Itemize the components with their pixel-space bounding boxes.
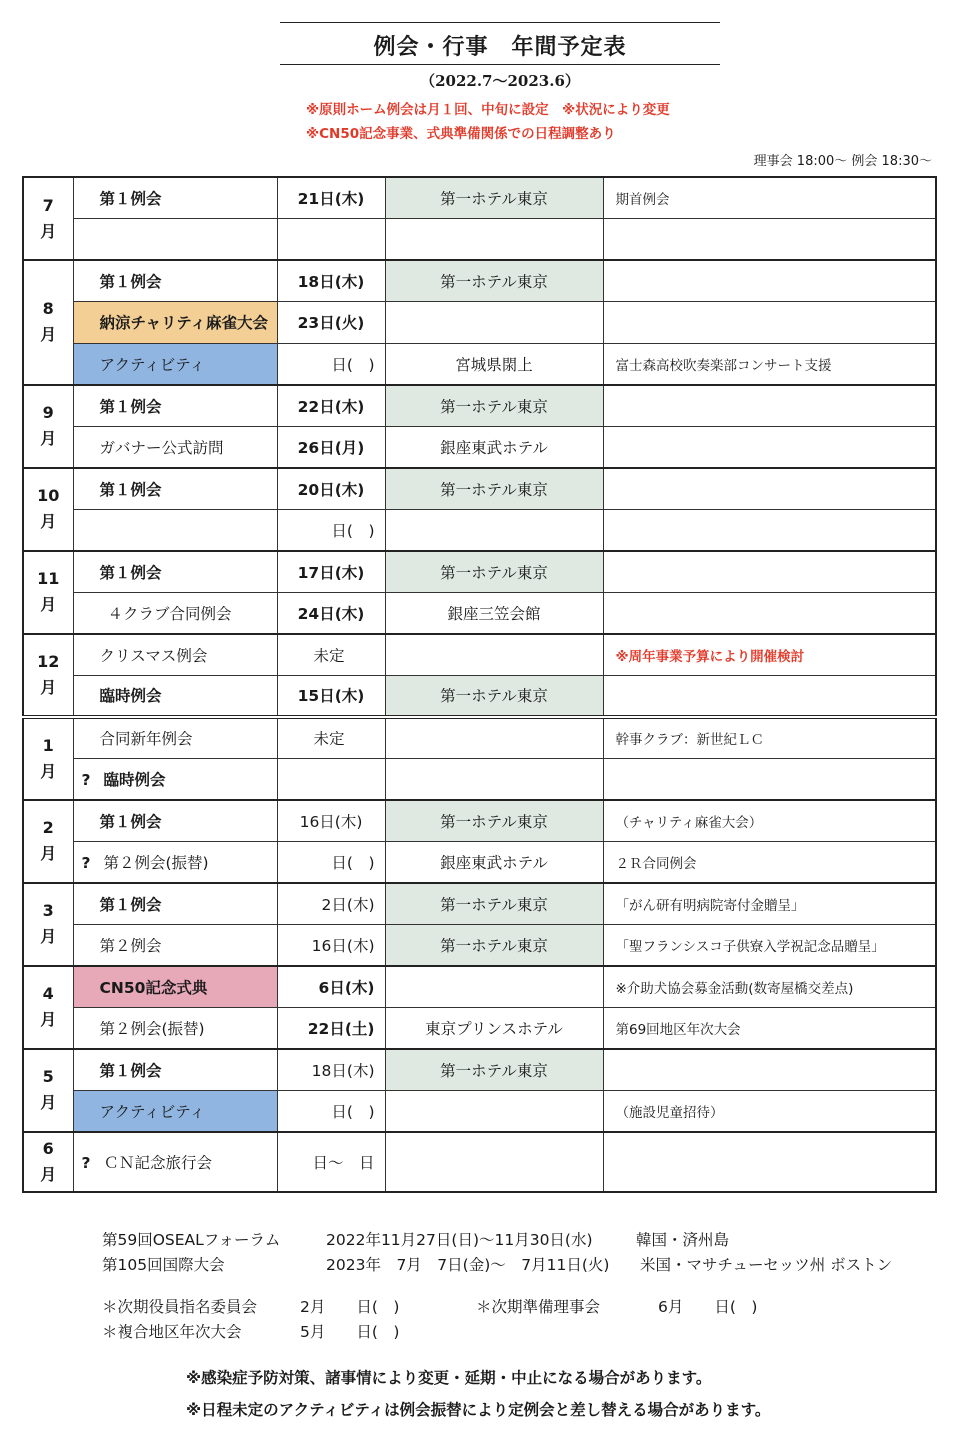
event-venue: 第一ホテル東京	[385, 551, 603, 593]
event-date: 日～ 日	[277, 1132, 385, 1192]
event-venue: 第一ホテル東京	[385, 260, 603, 302]
event-venue: 銀座東武ホテル	[385, 426, 603, 468]
event-name: ４クラブ合同例会	[73, 592, 277, 634]
event-date: 22日(土)	[277, 1007, 385, 1049]
meeting-times: 理事会 18:00～ 例会 18:30～	[753, 154, 932, 169]
month-label: 8 月	[23, 260, 73, 385]
event-date: 未定	[277, 634, 385, 676]
district-convention-date: 5月 日( )	[300, 1323, 400, 1341]
header-note-1: ※原則ホーム例会は月１回、中旬に設定 ※状況により変更	[306, 102, 670, 118]
table-row	[23, 841, 936, 883]
title-bottom-rule	[280, 64, 720, 65]
month-label: 6 月	[23, 1132, 73, 1192]
event-note: 期首例会	[603, 177, 936, 219]
event-venue: 第一ホテル東京	[385, 675, 603, 717]
event-name	[73, 509, 277, 551]
event-note	[603, 302, 936, 344]
table-row	[23, 717, 936, 759]
event-name: 第１例会	[73, 1049, 277, 1091]
event-date	[277, 219, 385, 261]
table-row	[23, 675, 936, 717]
event-venue	[385, 758, 603, 800]
table-row	[23, 883, 936, 925]
event-name: 第２例会	[73, 924, 277, 966]
event-note	[603, 509, 936, 551]
warning-2: ※日程未定のアクティビティは例会振替により定例会と差し替える場合があります。	[186, 1401, 771, 1419]
event-date: 16日(木)	[277, 924, 385, 966]
event-name: アクティビティ	[73, 1090, 277, 1132]
table-row	[23, 634, 936, 676]
question-mark: ?	[81, 853, 91, 872]
nomination-committee-date: 2月 日( )	[300, 1298, 400, 1316]
event-name: 納涼チャリティ麻雀大会	[73, 302, 277, 344]
event-venue: 東京プリンスホテル	[385, 1007, 603, 1049]
event-venue	[385, 219, 603, 261]
event-venue	[385, 509, 603, 551]
table-row	[23, 1049, 936, 1091]
month-label: 11 月	[23, 551, 73, 634]
event-name: CN50記念式典	[73, 966, 277, 1008]
event-date: 日( )	[277, 343, 385, 385]
event-venue	[385, 717, 603, 759]
event-name: 第１例会	[73, 177, 277, 219]
table-row	[23, 966, 936, 1008]
event-date: 18日(木)	[277, 260, 385, 302]
event-date: 18日(木)	[277, 1049, 385, 1091]
prep-board-name: ＊次期準備理事会	[476, 1298, 601, 1316]
oseal-date: 2022年11月27日(日)～11月30日(水)	[326, 1231, 593, 1249]
event-note: ※周年事業予算により開催検討	[603, 634, 936, 676]
event-date: 6日(木)	[277, 966, 385, 1008]
title-top-rule	[280, 22, 720, 23]
event-date: 日( )	[277, 1090, 385, 1132]
event-date: 21日(木)	[277, 177, 385, 219]
event-name: 第１例会	[73, 883, 277, 925]
event-note	[603, 1049, 936, 1091]
event-name-text: 第２例会(振替)	[103, 853, 209, 872]
event-name	[73, 841, 277, 883]
intl-convention-name: 第105回国際大会	[102, 1256, 225, 1274]
month-label: 9 月	[23, 385, 73, 468]
event-note: ※介助犬協会募金活動(数寄屋橋交差点)	[603, 966, 936, 1008]
table-row	[23, 592, 936, 634]
nomination-committee-name: ＊次期役員指名委員会	[102, 1298, 258, 1316]
event-date: 23日(火)	[277, 302, 385, 344]
event-date: 16日(木)	[277, 800, 385, 842]
table-row	[23, 924, 936, 966]
event-note	[603, 675, 936, 717]
month-label: 5 月	[23, 1049, 73, 1132]
event-date	[277, 758, 385, 800]
event-venue: 第一ホテル東京	[385, 177, 603, 219]
event-note: 幹事クラブ：新世紀ＬＣ	[603, 717, 936, 759]
table-row	[23, 343, 936, 385]
month-label: 3 月	[23, 883, 73, 966]
event-date: 未定	[277, 717, 385, 759]
event-venue: 第一ホテル東京	[385, 924, 603, 966]
table-row	[23, 219, 936, 261]
event-date: 日( )	[277, 509, 385, 551]
oseal-place: 韓国・済州島	[636, 1231, 730, 1249]
question-mark: ?	[81, 1153, 91, 1172]
event-name: ガバナー公式訪問	[73, 426, 277, 468]
event-note	[603, 758, 936, 800]
table-row	[23, 302, 936, 344]
warning-1: ※感染症予防対策、諸事情により変更・延期・中止になる場合があります。	[186, 1369, 712, 1387]
page-title: 例会・行事 年間予定表	[373, 35, 627, 60]
question-mark: ?	[81, 770, 91, 789]
event-name: アクティビティ	[73, 343, 277, 385]
event-name	[73, 219, 277, 261]
table-row	[23, 260, 936, 302]
table-row	[23, 177, 936, 219]
event-name-text: ＣＮ記念旅行会	[103, 1153, 213, 1172]
table-row	[23, 385, 936, 427]
event-note: ２Ｒ合同例会	[603, 841, 936, 883]
event-note: 「がん研有明病院寄付金贈呈」	[603, 883, 936, 925]
district-convention-name: ＊複合地区年次大会	[102, 1323, 242, 1341]
event-name-text: 臨時例会	[103, 770, 166, 789]
event-venue	[385, 966, 603, 1008]
event-name: 臨時例会	[73, 675, 277, 717]
event-venue	[385, 634, 603, 676]
event-venue: 第一ホテル東京	[385, 385, 603, 427]
event-name	[73, 1132, 277, 1192]
event-date: 26日(月)	[277, 426, 385, 468]
event-venue: 銀座三笠会館	[385, 592, 603, 634]
event-note	[603, 592, 936, 634]
event-note: 第69回地区年次大会	[603, 1007, 936, 1049]
event-note	[603, 468, 936, 510]
table-row	[23, 800, 936, 842]
table-row	[23, 1090, 936, 1132]
event-date: 22日(木)	[277, 385, 385, 427]
event-name: 合同新年例会	[73, 717, 277, 759]
month-label: 10 月	[23, 468, 73, 551]
event-venue: 第一ホテル東京	[385, 883, 603, 925]
event-name: 第１例会	[73, 260, 277, 302]
event-note: （施設児童招待）	[603, 1090, 936, 1132]
event-venue: 第一ホテル東京	[385, 1049, 603, 1091]
event-name: 第２例会(振替)	[73, 1007, 277, 1049]
intl-convention-place: 米国・マサチューセッツ州 ボストン	[640, 1256, 893, 1274]
event-venue: 銀座東武ホテル	[385, 841, 603, 883]
event-note: （チャリティ麻雀大会）	[603, 800, 936, 842]
event-name: 第１例会	[73, 468, 277, 510]
table-row	[23, 426, 936, 468]
event-name: クリスマス例会	[73, 634, 277, 676]
event-date: 15日(木)	[277, 675, 385, 717]
intl-convention-date: 2023年 7月 7日(金)～ 7月11日(火)	[326, 1256, 610, 1274]
table-row	[23, 468, 936, 510]
event-note	[603, 219, 936, 261]
event-name: 第１例会	[73, 551, 277, 593]
table-row	[23, 509, 936, 551]
event-note	[603, 385, 936, 427]
month-label: 12 月	[23, 634, 73, 717]
table-row	[23, 1007, 936, 1049]
table-row	[23, 1132, 936, 1192]
table-row	[23, 758, 936, 800]
event-name: 第１例会	[73, 385, 277, 427]
event-note	[603, 1132, 936, 1192]
oseal-name: 第59回OSEALフォーラム	[102, 1231, 281, 1249]
event-name: 第１例会	[73, 800, 277, 842]
event-date: 17日(木)	[277, 551, 385, 593]
period: （2022.7～2023.6）	[420, 72, 580, 90]
schedule-table	[22, 176, 937, 1193]
header-note-2: ※CN50記念事業、式典準備関係での日程調整あり	[306, 126, 616, 142]
event-note: 富士森高校吹奏楽部コンサート支援	[603, 343, 936, 385]
event-note	[603, 260, 936, 302]
event-note: 「聖フランシスコ子供寮入学祝記念品贈呈」	[603, 924, 936, 966]
event-date: 20日(木)	[277, 468, 385, 510]
event-date: 日( )	[277, 841, 385, 883]
month-label: 2 月	[23, 800, 73, 883]
event-venue	[385, 1132, 603, 1192]
event-name	[73, 758, 277, 800]
prep-board-date: 6月 日( )	[658, 1298, 758, 1316]
event-note	[603, 551, 936, 593]
month-label: 7 月	[23, 177, 73, 260]
event-venue: 宮城県閖上	[385, 343, 603, 385]
event-venue: 第一ホテル東京	[385, 468, 603, 510]
table-row	[23, 551, 936, 593]
event-date: 2日(木)	[277, 883, 385, 925]
event-note	[603, 426, 936, 468]
month-label: 1 月	[23, 717, 73, 800]
event-venue	[385, 1090, 603, 1132]
event-date: 24日(木)	[277, 592, 385, 634]
event-venue	[385, 302, 603, 344]
event-venue: 第一ホテル東京	[385, 800, 603, 842]
month-label: 4 月	[23, 966, 73, 1049]
